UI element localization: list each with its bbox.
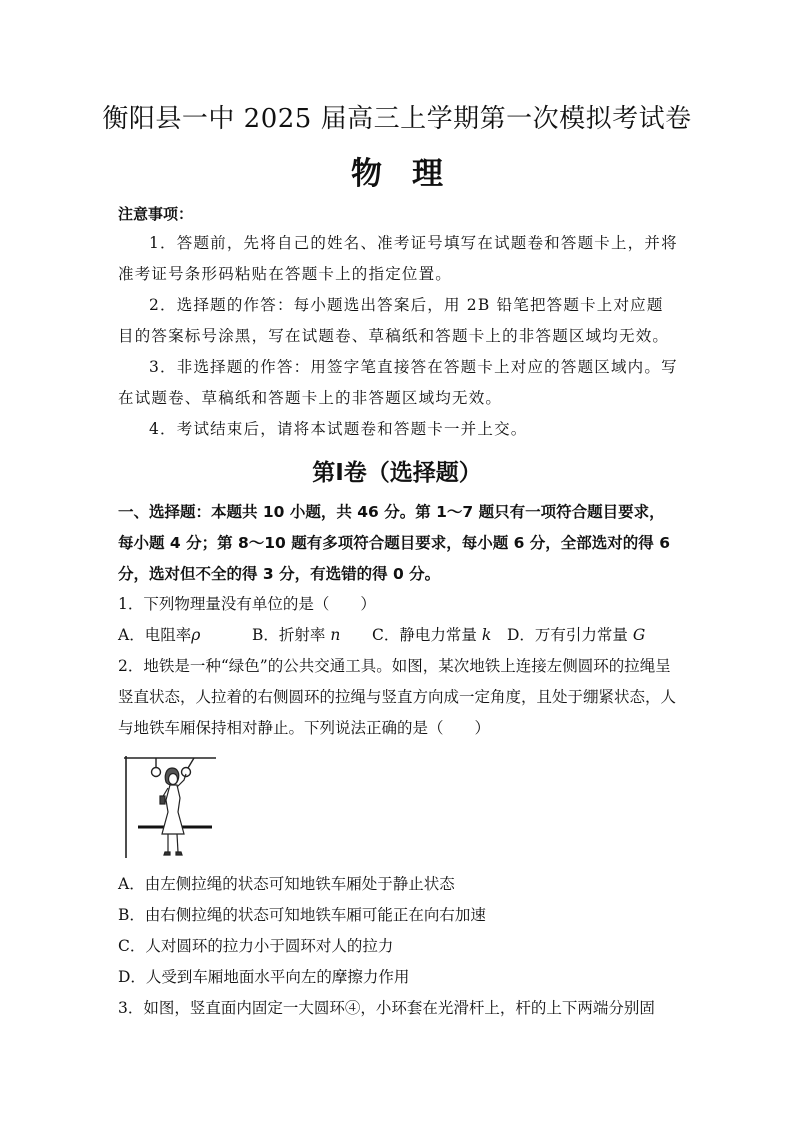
question-2-option-b: B．由右侧拉绳的状态可知地铁车厢可能正在向右加速 <box>118 906 486 924</box>
subject-title: 物理 <box>351 156 473 192</box>
exam-title: 衡阳县一中 2025 届高三上学期第一次模拟考试卷 <box>102 104 692 134</box>
question-1-options <box>118 620 678 651</box>
question-2-option-c: C．人对圆环的拉力小于圆环对人的拉力 <box>118 937 394 955</box>
question-2-option-a: A．由左侧拉绳的状态可知地铁车厢处于静止状态 <box>118 875 455 893</box>
right-strap <box>182 758 195 777</box>
option-c: C．静电力常量 k <box>372 626 492 644</box>
section-title: 第Ⅰ卷（选择题） <box>312 460 482 486</box>
question-2-stem: 2．地铁是一种“绿色”的公共交通工具。如图，某次地铁上连接左侧圆环的拉绳呈竖直状态，人拉着的右侧圆环的拉绳与竖直方向成一定角度，且处于绷紧状态，人与地铁车厢保持相对静止。下列说法正确的是（ ） <box>118 657 677 737</box>
subway-handrail-figure <box>122 752 218 860</box>
note-item-3: 3．非选择题的作答：用签字笔直接答在答题卡上对应的答题区域内。写在试题卷、草稿纸和答题卡上的非答题区域均无效。 <box>118 358 678 407</box>
option-d: D．万有引力常量 G <box>507 626 646 644</box>
note-item-4: 4．考试结束后，请将本试题卷和答题卡一并上交。 <box>149 420 528 438</box>
question-1-stem: 1．下列物理量没有单位的是（ ） <box>118 595 376 613</box>
option-b: B．折射率 n <box>252 626 341 644</box>
question-2-option-d: D．人受到车厢地面水平向左的摩擦力作用 <box>118 968 410 986</box>
note-item-1: 1．答题前，先将自己的姓名、准考证号填写在试题卷和答题卡上，并将准考证号条形码粘贴在答题卡上的指定位置。 <box>118 234 678 283</box>
note-item-2: 2．选择题的作答：每小题选出答案后，用 2B 铅笔把答题卡上对应题目的答案标号涂黑，写在试题卷、草稿纸和答题卡上的非答题区域均无效。 <box>118 296 670 345</box>
question-3-stem: 3．如图，竖直面内固定一大圆环④，小环套在光滑杆上，杆的上下两端分别固 <box>118 999 655 1017</box>
standing-woman <box>160 768 186 855</box>
left-strap <box>152 758 161 777</box>
notes-heading: 注意事项： <box>118 205 194 223</box>
section-instructions: 一、选择题：本题共 10 小题，共 46 分。第 1～7 题只有一项符合题目要求，每小题 4 分；第 8～10 题有多项符合题目要求，每小题 6 分，全部选对的得 6 分，选对但不全的得 3 分，有选错的得 0 分。 <box>118 503 670 583</box>
option-a: A．电阻率ρ <box>118 626 201 644</box>
